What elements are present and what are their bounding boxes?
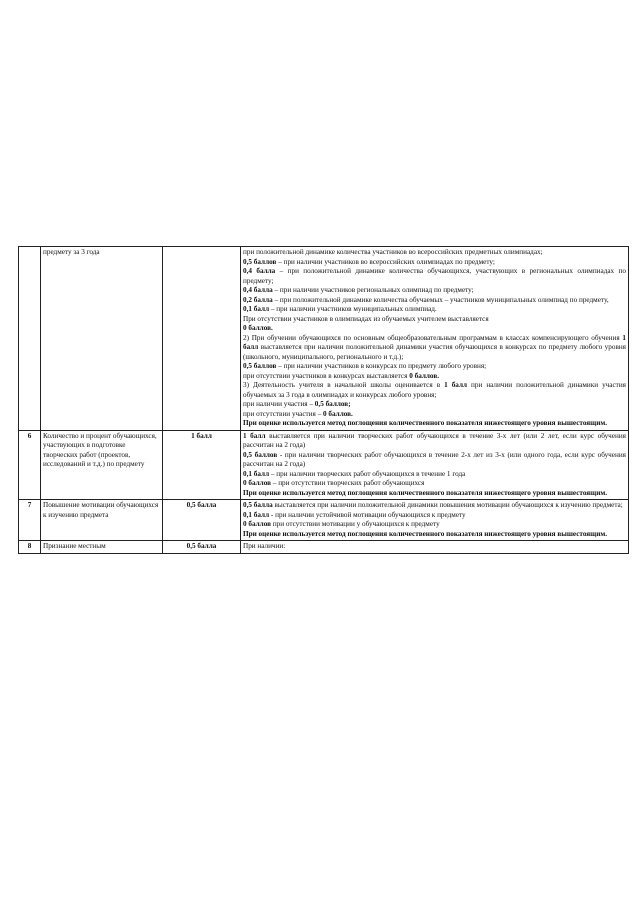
description-line [243,305,626,315]
plain-text: при отсутствии участия – [243,409,324,418]
bold-text: 0,5 балла [243,501,273,509]
description-line [243,479,626,489]
bold-text: 0,2 балла [243,295,273,304]
row-number: 6 [19,430,41,500]
scoring-description [241,541,629,554]
description-line [243,489,626,499]
plain-text: При отсутствии участников в олимпиадах из обучаемых учителем выставляется [243,314,489,323]
bold-text: 0 баллов. [243,324,273,332]
plain-text: – при положительной динамике количества обучающихся, участвующих в региональных олимпиадах по предмету; [243,267,626,285]
plain-text: – при наличии творческих работ обучающихся в течение 1 года [269,469,466,478]
plain-text: – при положительной динамике количества обучаемых – участников муниципальных олимпиад по предмету, [272,295,609,304]
description-line [243,248,626,258]
description-line [243,362,626,372]
plain-text: при отсутствии мотивации у обучающихся к предмету [271,520,440,528]
criterion-name: Количество и процент обучающихся, участвующих в подготовке творческих работ (проектов, исследований и т.д.) по предмету [41,430,163,500]
bold-text: 0,4 балла [243,286,273,294]
plain-text: 2) При обучении обучающихся по основным общеобразовательным программам в классах компенсирующего обучения [243,333,623,342]
criterion-name: Признание местным [41,541,163,554]
description-line [243,520,626,530]
row-number: 7 [19,500,41,541]
plain-text: – при наличии участников региональных олимпиад по предмету; [272,286,474,294]
description-line [243,258,626,268]
bold-text: 0 баллов [243,520,272,528]
bold-text: 0,1 балл [243,469,270,478]
criterion-name: Повышение мотивации обучающихся к изучению предмета [41,500,163,541]
description-line [243,267,626,286]
description-line [243,542,626,552]
scoring-description [241,500,629,541]
bold-text: 0,5 баллов [243,257,277,266]
scoring-description [241,247,629,431]
description-line [243,315,626,325]
plain-text: – при наличии участников в конкурсах по предмету любого уровня; [276,362,487,370]
plain-text: – при наличии участников во всероссийских олимпиадах по предмету; [276,257,495,266]
description-line [243,511,626,521]
description-line [243,451,626,470]
description-line [243,400,626,410]
plain-text: при положительной динамике количества участников во всероссийских предметных олимпиадах; [243,248,543,256]
bold-text: 0,1 балл [243,510,270,519]
description-line [243,530,626,540]
max-score: 0,5 балла [163,541,241,554]
max-score [163,247,241,431]
description-line [243,296,626,306]
bold-text: 0,5 баллов; [314,400,351,408]
criteria-table [18,246,629,554]
plain-text: при наличии участия – [243,400,315,408]
plain-text: - при наличии творческих работ обучающихся в течение 2-х лет из 3-х (или одного года, если курс обучения рассчитан на 2 года) [243,450,626,468]
description-line [243,381,626,400]
description-line [243,372,626,382]
table-row [19,247,629,431]
bold-text: 0 баллов. [409,371,440,380]
bold-text: 0 баллов. [323,409,353,418]
bold-text: При оценке используется метод поглощения количественного показателя нижестоящего уровня вышестоящим. [243,529,608,538]
description-line [243,286,626,296]
criteria-table-body [19,247,629,554]
plain-text: 3) Деятельность учителя в начальной школы оценивается в [243,381,445,389]
description-line [243,501,626,511]
table-row [19,541,629,554]
bold-text: При оценке используется метод поглощения количественного показателя нижестоящего уровня вышестоящим. [243,419,608,427]
bold-text: 0,1 балл [243,305,270,313]
plain-text: При наличии: [243,542,286,550]
description-line [243,432,626,451]
plain-text: – при наличии участников муниципальных олимпиад. [269,305,437,313]
bold-text: 0 баллов [243,479,272,487]
table-row [19,430,629,500]
plain-text: выставляется при наличии творческих работ обучающихся в течение 3-х лет (или 2 лет, если курс обучения рассчитан на 2 года) [243,431,626,449]
plain-text: выставляется при наличии положительной динамики участия обучающихся в конкурсах по предмету любого уровня (школьного, муниципального, регионального и т.д.); [243,343,626,361]
max-score: 1 балл [163,430,241,500]
plain-text: – при отсутствии творческих работ обучающихся [271,479,425,487]
description-line [243,410,626,420]
criterion-name: предмету за 3 года [41,247,163,431]
scoring-description [241,430,629,500]
bold-text: 1 балл [243,333,626,351]
bold-text: При оценке используется метод поглощения количественного показателя нижестоящего уровня вышестоящим. [243,488,608,497]
plain-text: - при наличии устойчивой мотивации обучающихся к предмету [269,510,466,519]
bold-text: 0,5 баллов [243,450,278,459]
plain-text: выставляется при наличии положительной динамики повышения мотивации обучающихся к изучению предмета; [272,501,623,509]
description-line [243,334,626,363]
plain-text: при отсутствии участников в конкурсах выставляется [243,371,410,380]
description-line [243,419,626,429]
bold-text: 1 балл [444,381,468,389]
bold-text: 0,5 баллов [243,362,277,370]
description-line [243,470,626,480]
description-line [243,324,626,334]
bold-text: 0,4 балла [243,267,276,275]
row-number [19,247,41,431]
plain-text: при наличии положительной динамики участия обучаемых за 3 года в олимпиадах и конкурсах любого уровня; [243,381,626,399]
max-score: 0,5 балла [163,500,241,541]
table-row [19,500,629,541]
bold-text: 1 балл [243,431,266,440]
row-number: 8 [19,541,41,554]
